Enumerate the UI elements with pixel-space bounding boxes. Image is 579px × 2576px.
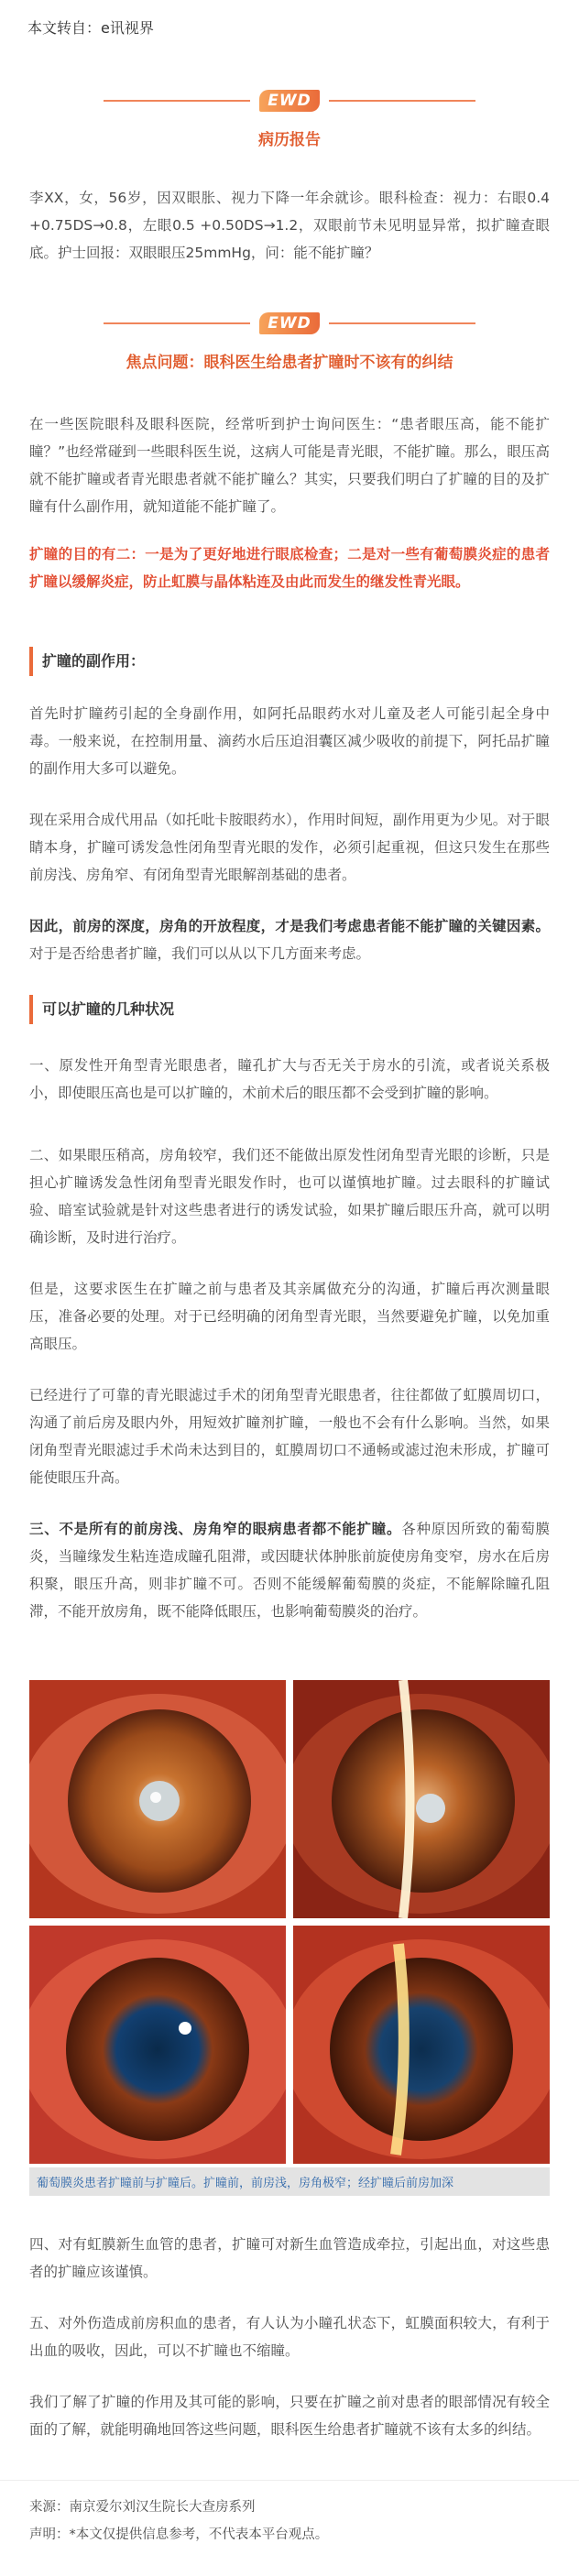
footer-source: 来源：南京爱尔刘汉生院长大查房系列 <box>0 2480 579 2521</box>
divider-line-left <box>104 322 250 324</box>
divider-line-right <box>329 100 475 102</box>
brand-logo: EWD <box>259 90 319 112</box>
item-3-bold: 三、不是所有的前房浅、房角窄的眼病患者都不能扩瞳。 <box>29 1521 402 1537</box>
item-2: 二、如果眼压稍高，房角较窄，我们还不能做出原发性闭角型青光眼的诊断，只是担心扩瞳诱发急性闭角型青光眼发作时，也可以谨慎地扩瞳。过去眼科的扩瞳试验、暗室试验就是针对这些患者进行的诱发试验，如果扩瞳后眼压升高，就可以明确诊断，及时进行治疗。 <box>29 1147 550 1246</box>
key-point-bold: 因此，前房的深度，房角的开放程度，才是我们考虑患者能不能扩瞳的关键因素。 <box>29 918 550 934</box>
key-point-rest: 对于是否给患者扩瞳，我们可以从以下几方面来考虑。 <box>29 945 371 962</box>
eye-photo-before-1 <box>29 1680 286 1918</box>
side-effects-paragraph-2: 现在采用合成代用品（如托吡卡胺眼药水），作用时间短，副作用更为少见。对于眼睛本身，扩瞳可诱发急性闭角型青光眼的发作，必须引起重视，但这只发生在那些前房浅、房角窄、有闭角型青光眼解剖基础的患者。 <box>29 812 550 883</box>
divider-line-right <box>329 322 475 324</box>
brand-header-case <box>0 51 579 149</box>
brand-logo: EWD <box>259 312 319 334</box>
footer-disclaimer: 声明：*本文仅提供信息参考，不代表本平台观点。 <box>29 2527 329 2542</box>
source-line: 本文转自：e讯视界 <box>27 19 154 37</box>
heading-situations: 可以扩瞳的几种状况 <box>29 995 550 1024</box>
heading-side-effects: 扩瞳的副作用： <box>29 647 550 676</box>
eye-photo-after-1 <box>29 1926 286 2164</box>
photo-caption: 葡萄膜炎患者扩瞳前与扩瞳后。扩瞳前，前房浅，房角极窄；经扩瞳后前房加深 <box>29 2167 550 2196</box>
brand-divider <box>0 312 579 334</box>
item-3-rest: 各种原因所致的葡萄膜炎，当瞳缘发生粘连造成瞳孔阻滞，或因睫状体肿胀前旋使房角变窄，房水在后房积聚，眼压升高，则非扩瞳不可。否则不能缓解葡萄膜的炎症，不能解除瞳孔阻滞，不能开放房角，既不能降低眼压，也影响葡萄膜炎的治疗。 <box>29 1521 550 1620</box>
divider-line-left <box>104 100 250 102</box>
side-effects-paragraph-1: 首先时扩瞳药引起的全身副作用，如阿托品眼药水对儿童及老人可能引起全身中毒。一般来说，在控制用量、滴药水后压迫泪囊区减少吸收的前提下，阿托品扩瞳的副作用大多可以避免。 <box>29 705 550 777</box>
conclusion-paragraph: 我们了解了扩瞳的作用及其可能的影响，只要在扩瞳之前对患者的眼部情况有较全面的了解，就能明确地回答这些问题，眼科医生给患者扩瞳就不该有太多的纠结。 <box>29 2394 550 2438</box>
section-title-case-report: 病历报告 <box>258 131 321 149</box>
item-2b: 但是，这要求医生在扩瞳之前与患者及其亲属做充分的沟通，扩瞳后再次测量眼压，准备必要的处理。对于已经明确的闭角型青光眼，当然要避免扩瞳，以免加重高眼压。 <box>29 1281 550 1352</box>
item-5: 五、对外伤造成前房积血的患者，有人认为小瞳孔状态下，虹膜面积较大，有利于出血的吸收，因此，可以不扩瞳也不缩瞳。 <box>29 2315 550 2359</box>
section-title-focus: 焦点问题：眼科医生给患者扩瞳时不该有的纠结 <box>126 354 453 372</box>
eye-photo-before-2 <box>293 1680 550 1918</box>
brand-header-focus <box>0 267 579 372</box>
key-point-paragraph <box>0 912 579 967</box>
item-1: 一、原发性开角型青光眼患者，瞳孔扩大与否无关于房水的引流，或者说关系极小，即使眼压高也是可以扩瞳的，术前术后的眼压都不会受到扩瞳的影响。 <box>29 1057 550 1101</box>
eye-photo-after-2 <box>293 1926 550 2164</box>
purpose-paragraph: 扩瞳的目的有二：一是为了更好地进行眼底检查；二是对一些有葡萄膜炎症的患者扩瞳以缓解炎症，防止虹膜与晶体粘连及由此而发生的继发性青光眼。 <box>29 546 550 590</box>
intro-paragraph: 在一些医院眼科及眼科医院，经常听到护士询问医生：“患者眼压高，能不能扩瞳？”也经常碰到一些眼科医生说，这病人可能是青光眼，不能扩瞳。那么，眼压高就不能扩瞳或者青光眼患者就不能扩瞳么？其实，只要我们明白了扩瞳的目的及扩瞳有什么副作用，就知道能不能扩瞳了。 <box>29 416 550 515</box>
eye-photo-grid <box>29 1680 550 2196</box>
brand-divider <box>0 90 579 112</box>
item-2c: 已经进行了可靠的青光眼滤过手术的闭角型青光眼患者，往往都做了虹膜周切口，沟通了前后房及眼内外，用短效扩瞳剂扩瞳，一般也不会有什么影响。当然，如果闭角型青光眼滤过手术尚未达到目的，虹膜周切口不通畅或滤过泡未形成，扩瞳可能使眼压升高。 <box>29 1387 550 1486</box>
item-4: 四、对有虹膜新生血管的患者，扩瞳可对新生血管造成牵拉，引起出血，对这些患者的扩瞳应该谨慎。 <box>29 2236 550 2280</box>
case-report-text: 李XX，女，56岁，因双眼胀、视力下降一年余就诊。眼科检查：视力：右眼0.4 +0.75DS→0.8，左眼0.5 +0.50DS→1.2，双眼前节未见明显异常，拟扩瞳查眼底。护士回报：双眼眼压25mmHg，问：能不能扩瞳？ <box>29 190 550 261</box>
item-3 <box>0 1515 579 1625</box>
